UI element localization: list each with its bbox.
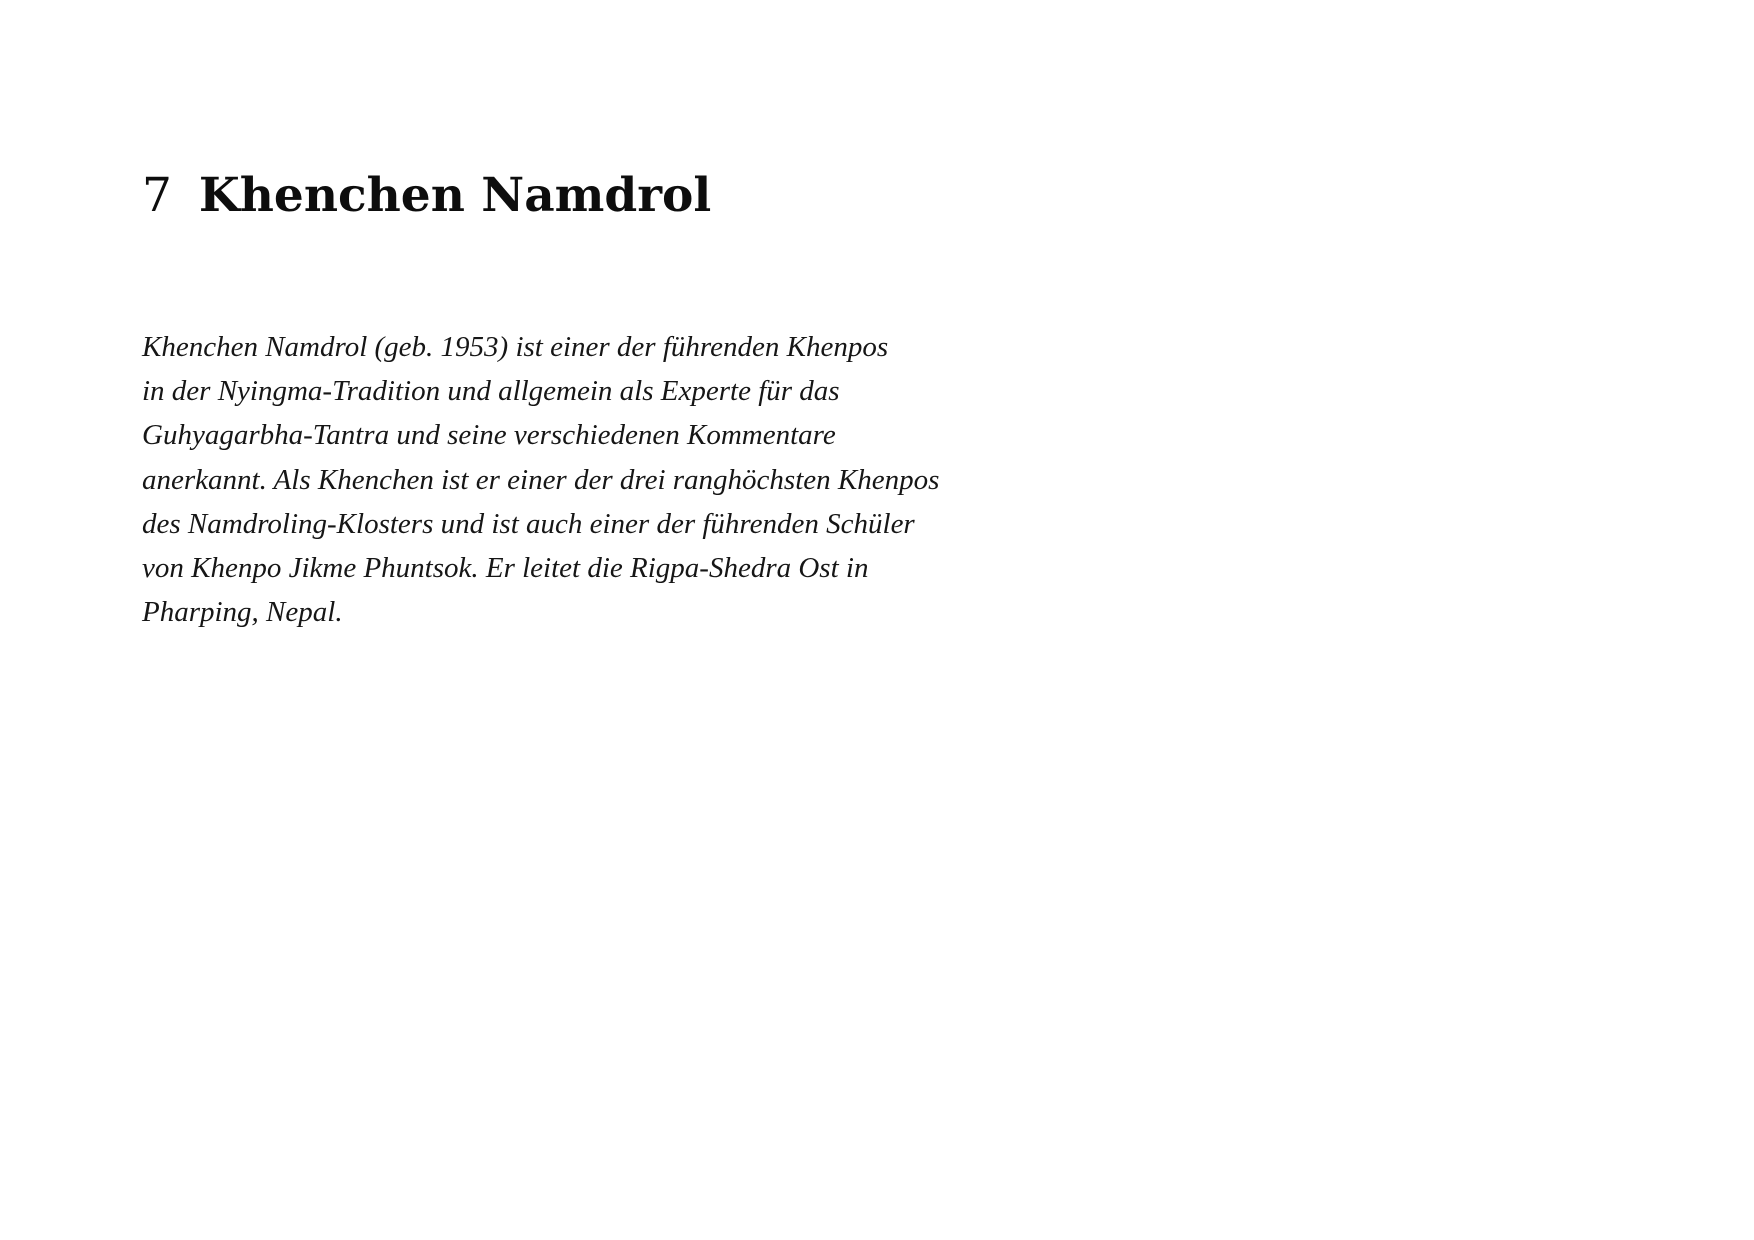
biography-line: von Khenpo Jikme Phuntsok. Er leitet die Rigpa-Shedra Ost in <box>142 552 869 585</box>
chapter-number: 7 <box>142 168 172 223</box>
biography-paragraph <box>142 325 939 634</box>
chapter-heading <box>142 168 711 224</box>
biography-line: Khenchen Namdrol (geb. 1953) ist einer der führenden Khenpos <box>142 331 889 363</box>
biography-line: Guhyagarbha-Tantra und seine verschiedenen Kommentare <box>142 419 836 452</box>
biography-line: in der Nyingma-Tradition und allgemein als Experte für das <box>142 375 840 408</box>
biography-line: anerkannt. Als Khenchen ist er einer der drei ranghöchsten Khenpos <box>142 463 940 496</box>
chapter-title: Khenchen Namdrol <box>198 168 712 223</box>
biography-line: des Namdroling-Klosters und ist auch einer der führenden Schüler <box>142 507 915 540</box>
biography-line: Pharping, Nepal. <box>142 596 343 629</box>
